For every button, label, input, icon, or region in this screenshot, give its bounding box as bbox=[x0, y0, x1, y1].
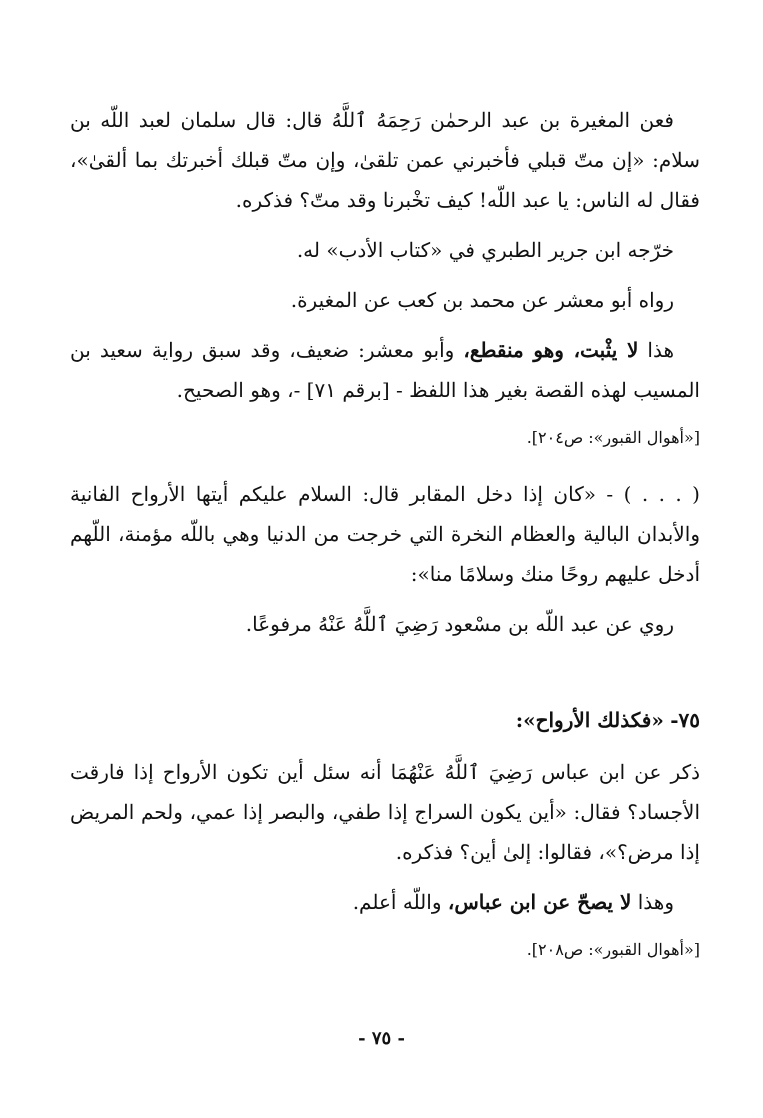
section-heading-75 bbox=[70, 700, 700, 740]
grading-rest: وأبو معشر: ضعيف، وقد سبق رواية سعيد بن المسيب لهذه القصة بغير هذا اللفظ - [برقم ٧١] -، وهو الصحيح. bbox=[70, 338, 700, 402]
paragraph-ibn-abbas: ذكر عن ابن عباس رَضِيَ ٱللَّهُ عَنْهُمَا أنه سئل أين تكون الأرواح إذا فارقت الأجساد؟ فقال: «أين يكون السراج إذا طفي، والبصر إذا عمي، ولحم المريض إذا مرض؟»، فقالوا: إلىٰ أين؟ فذكره. bbox=[70, 760, 701, 864]
section-title: «فكذلك الأرواح»: bbox=[515, 708, 664, 732]
paragraph-ibn-abbas-grading bbox=[70, 882, 700, 922]
reference-ahwal-qubur-204: [«أهوال القبور»: ص٢٠٤]. bbox=[526, 428, 700, 447]
section-number: ٧٥- bbox=[670, 708, 700, 732]
paragraph-grading bbox=[70, 330, 700, 410]
ibn-abbas-grading-intro: وهذا bbox=[637, 890, 674, 914]
paragraph-takhrij: خرّجه ابن جرير الطبري في «كتاب الأدب» له. bbox=[296, 238, 674, 262]
ibn-abbas-grading-rest: واللّه أعلم. bbox=[352, 890, 442, 914]
paragraph-riwaya: رواه أبو معشر عن محمد بن كعب عن المغيرة. bbox=[290, 288, 674, 312]
page-number: - ٧٥ - bbox=[358, 1028, 405, 1049]
paragraph-maqabir-hadith: ( . . . ) - «كان إذا دخل المقابر قال: السلام عليكم أيتها الأرواح الفانية والأبدان البالية والعظام النخرة التي خرجت من الدنيا وهي باللّه مؤمنة، اللّهم أدخل عليهم روحًا منك وسلامًا منا»: bbox=[70, 482, 700, 586]
ibn-abbas-grading-bold: لا يصحّ عن ابن عباس، bbox=[447, 890, 632, 914]
grading-bold-verdict: لا يثْبت، وهو منقطع، bbox=[463, 338, 639, 362]
reference-ahwal-qubur-208: [«أهوال القبور»: ص٢٠٨]. bbox=[526, 940, 700, 959]
paragraph-mughira-narration: فعن المغيرة بن عبد الرحمٰن رَحِمَهُ ٱللَّهُ قال: قال سلمان لعبد اللّه بن سلام: «إن متّ قبلي فأخبرني عمن تلقىٰ، وإن متّ قبلك أخبرتك بما ألقىٰ»، فقال له الناس: يا عبد اللّه! كيف تخْبرنا وقد متّ؟ فذكره. bbox=[70, 108, 700, 212]
grading-intro: هذا bbox=[647, 338, 675, 362]
page-body bbox=[70, 100, 700, 986]
paragraph-ibn-masud: روي عن عبد اللّه بن مسْعود رَضِيَ ٱللَّهُ عَنْهُ مرفوعًا. bbox=[245, 612, 674, 636]
